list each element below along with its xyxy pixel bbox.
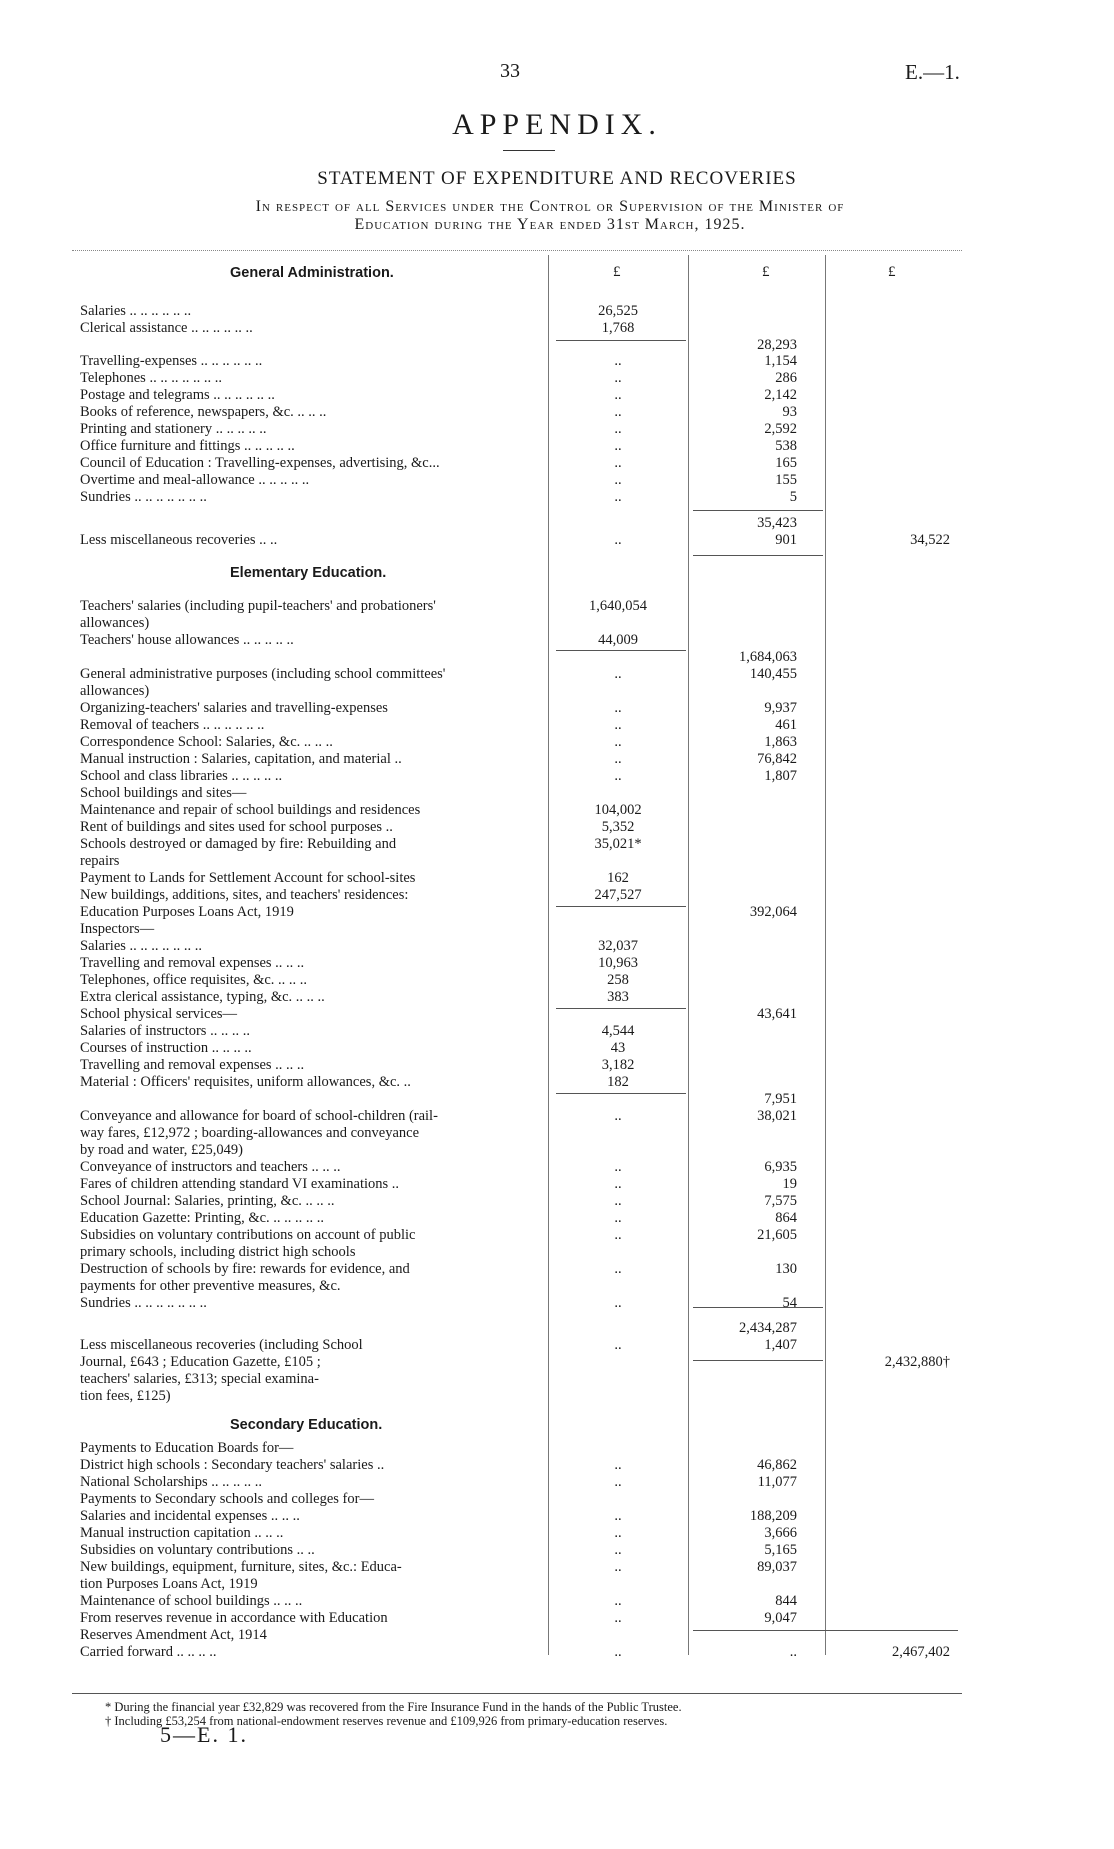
subtotal-rule (556, 650, 686, 651)
table-row (0, 1074, 1114, 1091)
row-amount-col-1: .. (614, 700, 622, 716)
row-description: Overtime and meal-allowance .. .. .. .. .. (80, 472, 310, 488)
statement-subtitle (120, 198, 980, 234)
section-heading-secondary: Secondary Education. (230, 1417, 383, 1433)
row-amount-col-2: 461 (775, 717, 797, 733)
table-row (0, 921, 1114, 938)
column-header-3: £ (888, 264, 896, 280)
table-row (0, 1593, 1114, 1610)
row-description: Education Gazette: Printing, &c. .. .. .. .. .. (80, 1210, 325, 1226)
row-amount-col-2: 89,037 (757, 1559, 797, 1575)
row-description: Telephones, office requisites, &c. .. .. .. (80, 972, 308, 988)
table-row (0, 1491, 1114, 1508)
row-amount-col-2: 76,842 (757, 751, 797, 767)
subtotal-rule (693, 1307, 823, 1308)
row-amount-col-2: 1,863 (764, 734, 797, 750)
row-amount-col-1: 104,002 (594, 802, 642, 818)
row-amount-col-1: 32,037 (598, 938, 638, 954)
column-header-1: £ (613, 264, 621, 280)
row-description: Extra clerical assistance, typing, &c. .. .. .. (80, 989, 325, 1005)
row-amount-col-2: 155 (775, 472, 797, 488)
row-description: Salaries of instructors .. .. .. .. (80, 1023, 250, 1039)
row-amount-col-1: .. (614, 1108, 622, 1124)
row-amount-col-1: 162 (607, 870, 629, 886)
table-row (0, 320, 1114, 337)
row-amount-col-2: 901 (775, 532, 797, 548)
top-rule (72, 250, 962, 251)
column-header-2: £ (762, 264, 770, 280)
row-amount-col-2: 864 (775, 1210, 797, 1226)
row-description: repairs (80, 853, 120, 869)
table-row (0, 666, 1114, 683)
row-amount-col-1: 35,021* (594, 836, 642, 852)
row-amount-col-1: .. (614, 1176, 622, 1192)
page-code: E.—1. (905, 60, 960, 84)
table-row (0, 632, 1114, 649)
row-description: Destruction of schools by fire: rewards for evidence, and (80, 1261, 410, 1277)
row-amount-col-1: .. (614, 717, 622, 733)
row-description: Salaries .. .. .. .. .. .. .. (80, 938, 203, 954)
row-description: Payments to Secondary schools and colleges for— (80, 1491, 374, 1507)
title-rule (503, 150, 555, 151)
row-amount-col-2: 2,434,287 (739, 1320, 797, 1336)
table-row (0, 802, 1114, 819)
row-description: Carried forward .. .. .. .. (80, 1644, 217, 1660)
row-description: Conveyance of instructors and teachers .. .. .. (80, 1159, 341, 1175)
table-row (0, 303, 1114, 320)
table-row (0, 734, 1114, 751)
section-heading-general: General Administration. (230, 265, 394, 281)
row-description: Salaries .. .. .. .. .. .. (80, 303, 192, 319)
row-amount-col-2: 1,407 (764, 1337, 797, 1353)
table-row (0, 938, 1114, 955)
row-amount-col-1: .. (614, 1193, 622, 1209)
row-amount-col-1: .. (614, 1508, 622, 1524)
row-description: New buildings, additions, sites, and teachers' residences: (80, 887, 409, 903)
row-description: National Scholarships .. .. .. .. .. (80, 1474, 263, 1490)
table-row (0, 836, 1114, 853)
row-amount-col-1: .. (614, 455, 622, 471)
row-description: Postage and telegrams .. .. .. .. .. .. (80, 387, 275, 403)
table-row (0, 421, 1114, 438)
statement-subtitle-line-2: Education during the Year ended 31st March, 1925. (354, 216, 746, 233)
row-description: Less miscellaneous recoveries .. .. (80, 532, 278, 548)
row-amount-col-1: 43 (610, 1040, 626, 1056)
row-description: Sundries .. .. .. .. .. .. .. (80, 489, 207, 505)
row-description: Manual instruction : Salaries, capitation, and material .. (80, 751, 402, 767)
table-row (0, 1278, 1114, 1295)
table-row (0, 1023, 1114, 1040)
row-amount-col-1: .. (614, 1337, 622, 1353)
footnote-1: * During the financial year £32,829 was recovered from the Fire Insurance Fund in the hands of the Public Trustee. (105, 1700, 682, 1714)
table-row (0, 1576, 1114, 1593)
row-description: Organizing-teachers' salaries and travelling-expenses (80, 700, 388, 716)
row-amount-col-1: .. (614, 1559, 622, 1575)
table-row (0, 353, 1114, 370)
table-row (0, 1125, 1114, 1142)
row-description: Sundries .. .. .. .. .. .. .. (80, 1295, 207, 1311)
row-amount-col-1: .. (614, 421, 622, 437)
row-description: Office furniture and fittings .. .. .. .. .. (80, 438, 295, 454)
table-row (0, 1244, 1114, 1261)
row-amount-col-2: 43,641 (757, 1006, 797, 1022)
row-description: Maintenance of school buildings .. .. .. (80, 1593, 303, 1609)
row-description: Travelling and removal expenses .. .. .. (80, 955, 305, 971)
subtotal-rule (556, 1093, 686, 1094)
row-amount-col-1: 5,352 (601, 819, 635, 835)
row-amount-col-1: 182 (607, 1074, 629, 1090)
row-amount-col-1: .. (614, 1644, 622, 1660)
table-row (0, 455, 1114, 472)
table-row (0, 1176, 1114, 1193)
row-description: Subsidies on voluntary contributions on account of public (80, 1227, 416, 1243)
table-row (0, 532, 1114, 549)
row-description: Telephones .. .. .. .. .. .. .. (80, 370, 222, 386)
table-row (0, 1610, 1114, 1627)
row-description: tion Purposes Loans Act, 1919 (80, 1576, 258, 1592)
table-row (0, 1388, 1114, 1405)
row-amount-col-1: .. (614, 734, 622, 750)
table-row (0, 1559, 1114, 1576)
row-amount-col-1: 44,009 (598, 632, 638, 648)
subtotal-rule (556, 1008, 686, 1009)
row-description: Inspectors— (80, 921, 155, 937)
row-description: teachers' salaries, £313; special examina- (80, 1371, 319, 1387)
row-amount-col-2: 7,575 (764, 1193, 797, 1209)
row-description: School Journal: Salaries, printing, &c. .. .. .. (80, 1193, 335, 1209)
row-amount-col-1: 4,544 (601, 1023, 635, 1039)
row-description: Rent of buildings and sites used for school purposes .. (80, 819, 393, 835)
row-amount-col-1: .. (614, 1593, 622, 1609)
table-row (0, 853, 1114, 870)
table-row (0, 1040, 1114, 1057)
table-row (0, 785, 1114, 802)
table-row (0, 370, 1114, 387)
table-row (0, 1337, 1114, 1354)
row-description: Clerical assistance .. .. .. .. .. .. (80, 320, 253, 336)
table-row (0, 1440, 1114, 1457)
row-description: School physical services— (80, 1006, 238, 1022)
row-amount-col-1: .. (614, 387, 622, 403)
table-row (0, 515, 1114, 532)
table-row (0, 768, 1114, 785)
subtotal-rule (693, 1630, 958, 1631)
row-amount-col-2: 844 (775, 1593, 797, 1609)
subtotal-rule (556, 906, 686, 907)
row-amount-col-2: 21,605 (757, 1227, 797, 1243)
row-description: School and class libraries .. .. .. .. .. (80, 768, 283, 784)
row-amount-col-1: .. (614, 472, 622, 488)
row-amount-col-2: 1,807 (764, 768, 797, 784)
row-amount-col-1: .. (614, 532, 622, 548)
table-row (0, 404, 1114, 421)
row-description: allowances) (80, 683, 150, 699)
row-description: Less miscellaneous recoveries (including School (80, 1337, 363, 1353)
row-amount-col-1: 383 (607, 989, 629, 1005)
table-row (0, 615, 1114, 632)
row-amount-col-2: 54 (782, 1295, 797, 1311)
table-row (0, 989, 1114, 1006)
table-row (0, 1227, 1114, 1244)
table-row (0, 649, 1114, 666)
row-amount-col-2: 165 (775, 455, 797, 471)
subtotal-rule (693, 1360, 823, 1361)
row-description: allowances) (80, 615, 150, 631)
row-description: Reserves Amendment Act, 1914 (80, 1627, 267, 1643)
signature-mark: 5—E. 1. (160, 1722, 248, 1747)
row-description: primary schools, including district high schools (80, 1244, 356, 1260)
footnote-2: † Including £53,254 from national-endowment reserves revenue and £109,926 from primary-education reserves. (105, 1714, 668, 1728)
row-description: Printing and stationery .. .. .. .. .. (80, 421, 267, 437)
row-description: Courses of instruction .. .. .. .. (80, 1040, 252, 1056)
row-amount-col-2: 140,455 (749, 666, 797, 682)
row-amount-col-2: 2,142 (764, 387, 797, 403)
row-amount-col-2: 46,862 (757, 1457, 797, 1473)
table-row (0, 751, 1114, 768)
table-row (0, 1371, 1114, 1388)
subtotal-rule (693, 555, 823, 556)
row-description: Maintenance and repair of school buildings and residences (80, 802, 421, 818)
row-amount-col-1: .. (614, 1210, 622, 1226)
row-description: District high schools : Secondary teachers' salaries .. (80, 1457, 385, 1473)
row-amount-col-1: .. (614, 353, 622, 369)
row-description: Correspondence School: Salaries, &c. .. .. .. (80, 734, 333, 750)
table-row (0, 887, 1114, 904)
row-amount-col-1: .. (614, 438, 622, 454)
table-row (0, 438, 1114, 455)
table-row (0, 819, 1114, 836)
row-amount-col-1: 10,963 (598, 955, 638, 971)
table-row (0, 870, 1114, 887)
table-row (0, 1057, 1114, 1074)
row-amount-col-1: 1,768 (601, 320, 635, 336)
row-amount-col-2: 130 (775, 1261, 797, 1277)
row-amount-col-2: 2,592 (764, 421, 797, 437)
subtotal-rule (556, 340, 686, 341)
row-description: way fares, £12,972 ; boarding-allowances and conveyance (80, 1125, 420, 1141)
row-amount-col-3: 2,467,402 (892, 1644, 950, 1660)
row-amount-col-1: .. (614, 370, 622, 386)
table-row (0, 489, 1114, 506)
table-row (0, 700, 1114, 717)
statement-subtitle-line-1: In respect of all Services under the Control or Supervision of the Minister of (255, 198, 845, 215)
row-amount-col-2: 1,684,063 (739, 649, 797, 665)
row-amount-col-2: 538 (775, 438, 797, 454)
table-row (0, 1210, 1114, 1227)
table-row (0, 1542, 1114, 1559)
row-description: Travelling-expenses .. .. .. .. .. .. (80, 353, 263, 369)
row-description: tion fees, £125) (80, 1388, 171, 1404)
row-description: Payments to Education Boards for— (80, 1440, 294, 1456)
row-amount-col-2: 9,937 (764, 700, 797, 716)
row-amount-col-1: .. (614, 1474, 622, 1490)
row-amount-col-1: .. (614, 489, 622, 505)
row-amount-col-1: .. (614, 1542, 622, 1558)
row-amount-col-2: 3,666 (764, 1525, 797, 1541)
row-description: Salaries and incidental expenses .. .. .. (80, 1508, 300, 1524)
row-description: Material : Officers' requisites, uniform allowances, &c. .. (80, 1074, 411, 1090)
row-amount-col-2: 9,047 (764, 1610, 797, 1626)
table-row (0, 1261, 1114, 1278)
row-amount-col-1: .. (614, 666, 622, 682)
table-row (0, 1354, 1114, 1371)
row-amount-col-1: .. (614, 1525, 622, 1541)
row-description: School buildings and sites— (80, 785, 247, 801)
row-description: Manual instruction capitation .. .. .. (80, 1525, 284, 1541)
row-amount-col-1: .. (614, 1159, 622, 1175)
row-description: Removal of teachers .. .. .. .. .. .. (80, 717, 265, 733)
row-description: Conveyance and allowance for board of school-children (rail- (80, 1108, 438, 1124)
table-row (0, 1193, 1114, 1210)
row-description: From reserves revenue in accordance with Education (80, 1610, 388, 1626)
table-row (0, 1295, 1114, 1312)
table-row (0, 955, 1114, 972)
footnote-rule (72, 1693, 962, 1694)
table-row (0, 1159, 1114, 1176)
row-amount-col-2: .. (789, 1644, 797, 1660)
row-description: General administrative purposes (including school committees' (80, 666, 446, 682)
subtotal-rule (693, 510, 823, 511)
table-row (0, 1525, 1114, 1542)
row-amount-col-1: .. (614, 1610, 622, 1626)
row-amount-col-2: 286 (775, 370, 797, 386)
row-description: Council of Education : Travelling-expenses, advertising, &c... (80, 455, 440, 471)
table-row (0, 1457, 1114, 1474)
row-amount-col-1: .. (614, 1295, 622, 1311)
table-row (0, 1508, 1114, 1525)
row-description: Journal, £643 ; Education Gazette, £105 ; (80, 1354, 321, 1370)
row-amount-col-1: .. (614, 1261, 622, 1277)
table-row (0, 683, 1114, 700)
row-description: payments for other preventive measures, &c. (80, 1278, 341, 1294)
row-amount-col-1: .. (614, 1457, 622, 1473)
row-amount-col-1: .. (614, 1227, 622, 1243)
row-amount-col-2: 6,935 (764, 1159, 797, 1175)
row-amount-col-1: 1,640,054 (589, 598, 647, 614)
row-amount-col-3: 34,522 (910, 532, 950, 548)
statement-title: STATEMENT OF EXPENDITURE AND RECOVERIES (317, 168, 797, 189)
table-row (0, 1320, 1114, 1337)
row-description: Schools destroyed or damaged by fire: Rebuilding and (80, 836, 397, 852)
row-amount-col-2: 1,154 (764, 353, 797, 369)
table-row (0, 387, 1114, 404)
table-row (0, 472, 1114, 489)
table-row (0, 1644, 1114, 1661)
row-amount-col-1: .. (614, 768, 622, 784)
row-amount-col-2: 5,165 (764, 1542, 797, 1558)
appendix-title: APPENDIX. (452, 108, 662, 141)
row-description: Teachers' salaries (including pupil-teachers' and probationers' (80, 598, 436, 614)
row-description: Teachers' house allowances .. .. .. .. .. (80, 632, 294, 648)
row-description: Fares of children attending standard VI examinations .. (80, 1176, 400, 1192)
table-row (0, 598, 1114, 615)
page-number: 33 (500, 60, 520, 82)
row-amount-col-1: 3,182 (601, 1057, 635, 1073)
row-description: Payment to Lands for Settlement Account for school-sites (80, 870, 416, 886)
row-amount-col-2: 93 (782, 404, 797, 420)
row-amount-col-2: 38,021 (757, 1108, 797, 1124)
row-description: Books of reference, newspapers, &c. .. .. .. (80, 404, 327, 420)
table-row (0, 1474, 1114, 1491)
row-description: Travelling and removal expenses .. .. .. (80, 1057, 305, 1073)
table-row (0, 1142, 1114, 1159)
table-row (0, 1108, 1114, 1125)
row-amount-col-2: 5 (789, 489, 797, 505)
row-amount-col-2: 11,077 (757, 1474, 797, 1490)
row-amount-col-1: 258 (607, 972, 629, 988)
row-amount-col-2: 35,423 (757, 515, 797, 531)
row-description: Education Purposes Loans Act, 1919 (80, 904, 294, 920)
row-amount-col-1: 247,527 (594, 887, 642, 903)
row-description: by road and water, £25,049) (80, 1142, 243, 1158)
row-description: Subsidies on voluntary contributions .. .. (80, 1542, 315, 1558)
row-amount-col-2: 188,209 (749, 1508, 797, 1524)
row-amount-col-1: .. (614, 751, 622, 767)
row-description: New buildings, equipment, furniture, sites, &c.: Educa- (80, 1559, 402, 1575)
row-amount-col-2: 19 (782, 1176, 797, 1192)
section-heading-elementary: Elementary Education. (230, 565, 387, 581)
table-row (0, 972, 1114, 989)
row-amount-col-2: 28,293 (757, 337, 797, 353)
row-amount-col-3: 2,432,880† (884, 1354, 950, 1370)
row-amount-col-1: 26,525 (598, 303, 638, 319)
row-amount-col-2: 392,064 (749, 904, 797, 920)
row-amount-col-2: 7,951 (764, 1091, 797, 1107)
table-row (0, 717, 1114, 734)
row-amount-col-1: .. (614, 404, 622, 420)
